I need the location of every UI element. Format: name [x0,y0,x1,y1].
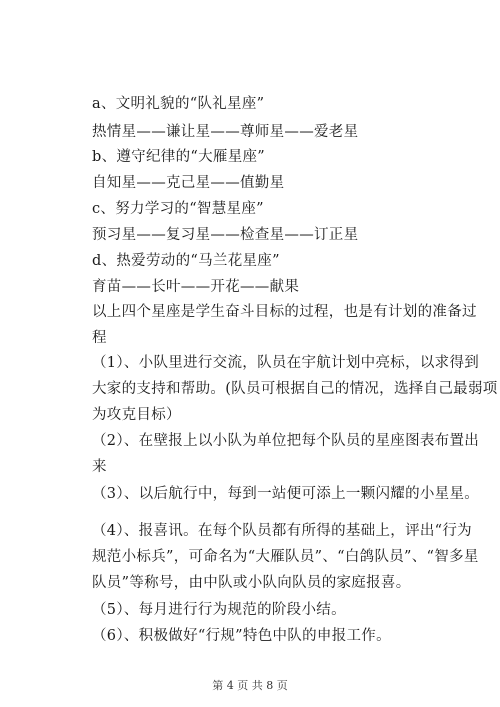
page-number-footer: 第 4 页 共 8 页 [212,679,288,692]
text-line: 程 [92,330,107,346]
text-line: 规范小标兵”，可命名为“大雁队员”、“白鸽队员”、“智多星 [92,549,479,565]
text-line: c、努力学习的“智慧星座” [92,201,264,217]
text-line: a、文明礼貌的“队礼星座” [92,96,265,112]
text-line: （2）、在壁报上以小队为单位把每个队员的星座图表布置出 [92,433,480,449]
text-line: 以上四个星座是学生奋斗目标的过程，也是有计划的准备过 [92,304,477,320]
text-line: 自知星——克己星——值勤星 [92,175,285,191]
text-line: b、遵守纪律的“大雁星座” [92,149,266,165]
text-line: （4）、报喜讯。在每个队员都有所得的基础上，评出“行为 [92,523,472,539]
text-line: （5）、每月进行行为规范的阶段小结。 [92,602,346,618]
text-line: 预习星——复习星——检查星——订正星 [92,227,359,243]
text-line: 队员”等称号，由中队或小队向队员的家庭报喜。 [92,575,411,591]
text-line: （6）、积极做好“行规”特色中队的申报工作。 [92,628,391,644]
text-line: 育苗——长叶——开花——献果 [92,279,300,295]
text-line: 来 [92,459,107,475]
text-line: （1）、小队里进行交流，队员在宇航计划中亮标，以求得到 [92,355,480,371]
text-line: 为攻克目标） [92,407,181,423]
text-line: d、热爱劳动的“马兰花星座” [92,253,280,269]
text-line: 热情星——谦让星——尊师星——爱老星 [92,124,359,140]
text-line: 大家的支持和帮助。(队员可根据自己的情况，选择自己最弱项 [92,381,498,397]
text-line: （3）、以后航行中，每到一站便可添上一颗闪耀的小星星。 [92,486,480,502]
